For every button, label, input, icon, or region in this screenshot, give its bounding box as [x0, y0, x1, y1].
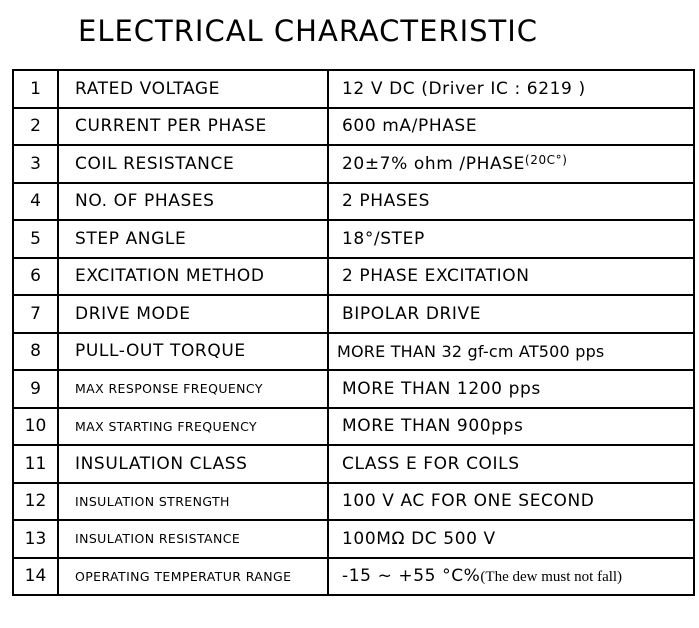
row-number: 2 [13, 108, 58, 146]
row-item: NO. OF PHASES [58, 183, 328, 221]
row-item: OPERATING TEMPERATUR RANGE [58, 558, 328, 596]
page-title: ELECTRICAL CHARACTERISTIC [78, 14, 539, 48]
table-row [13, 258, 694, 296]
row-value: MORE THAN 900pps [328, 408, 694, 446]
row-number: 13 [13, 520, 58, 558]
row-item: RATED VOLTAGE [58, 70, 328, 108]
table-row [13, 295, 694, 333]
table-row [13, 70, 694, 108]
table-row [13, 183, 694, 221]
row-value: -15 ~ +55 °C% [342, 566, 481, 587]
row-number: 5 [13, 220, 58, 258]
row-item: INSULATION STRENGTH [58, 483, 328, 521]
row-item: CURRENT PER PHASE [58, 108, 328, 146]
row-item: PULL-OUT TORQUE [58, 333, 328, 371]
row-value: 2 PHASES [328, 183, 694, 221]
row-number: 8 [13, 333, 58, 371]
row-value: BIPOLAR DRIVE [328, 295, 694, 333]
row-item: COIL RESISTANCE [58, 145, 328, 183]
row-value: 100MΩ DC 500 V [328, 520, 694, 558]
row-number: 11 [13, 445, 58, 483]
table-row [13, 558, 694, 596]
table-row [13, 408, 694, 446]
row-value-cell [328, 145, 694, 183]
row-value-note: (20C°) [524, 152, 568, 167]
row-value-note: (The dew must not fall) [480, 569, 623, 586]
row-item: EXCITATION METHOD [58, 258, 328, 296]
table-row [13, 220, 694, 258]
table-row [13, 108, 694, 146]
row-value-cell [328, 558, 694, 596]
table-row [13, 333, 694, 371]
row-value: CLASS E FOR COILS [328, 445, 694, 483]
row-value: 20±7% ohm /PHASE [342, 153, 525, 174]
row-item: DRIVE MODE [58, 295, 328, 333]
row-value: 100 V AC FOR ONE SECOND [328, 483, 694, 521]
row-number: 9 [13, 370, 58, 408]
row-value: 2 PHASE EXCITATION [328, 258, 694, 296]
row-number: 4 [13, 183, 58, 221]
row-number: 7 [13, 295, 58, 333]
row-item: INSULATION CLASS [58, 445, 328, 483]
row-item: STEP ANGLE [58, 220, 328, 258]
table-row [13, 483, 694, 521]
row-value: MORE THAN 1200 pps [328, 370, 694, 408]
row-value: 12 V DC (Driver IC : 6219 ) [328, 70, 694, 108]
row-number: 12 [13, 483, 58, 521]
row-number: 6 [13, 258, 58, 296]
table-row [13, 370, 694, 408]
row-value: 600 mA/PHASE [328, 108, 694, 146]
row-item: MAX RESPONSE FREQUENCY [58, 370, 328, 408]
table-row [13, 145, 694, 183]
row-value: MORE THAN 32 gf-cm AT500 pps [328, 333, 694, 371]
row-item: INSULATION RESISTANCE [58, 520, 328, 558]
row-number: 1 [13, 70, 58, 108]
spec-table [12, 69, 695, 596]
row-value: 18°/STEP [328, 220, 694, 258]
row-number: 10 [13, 408, 58, 446]
row-number: 3 [13, 145, 58, 183]
row-number: 14 [13, 558, 58, 596]
row-item: MAX STARTING FREQUENCY [58, 408, 328, 446]
table-row [13, 520, 694, 558]
table-row [13, 445, 694, 483]
